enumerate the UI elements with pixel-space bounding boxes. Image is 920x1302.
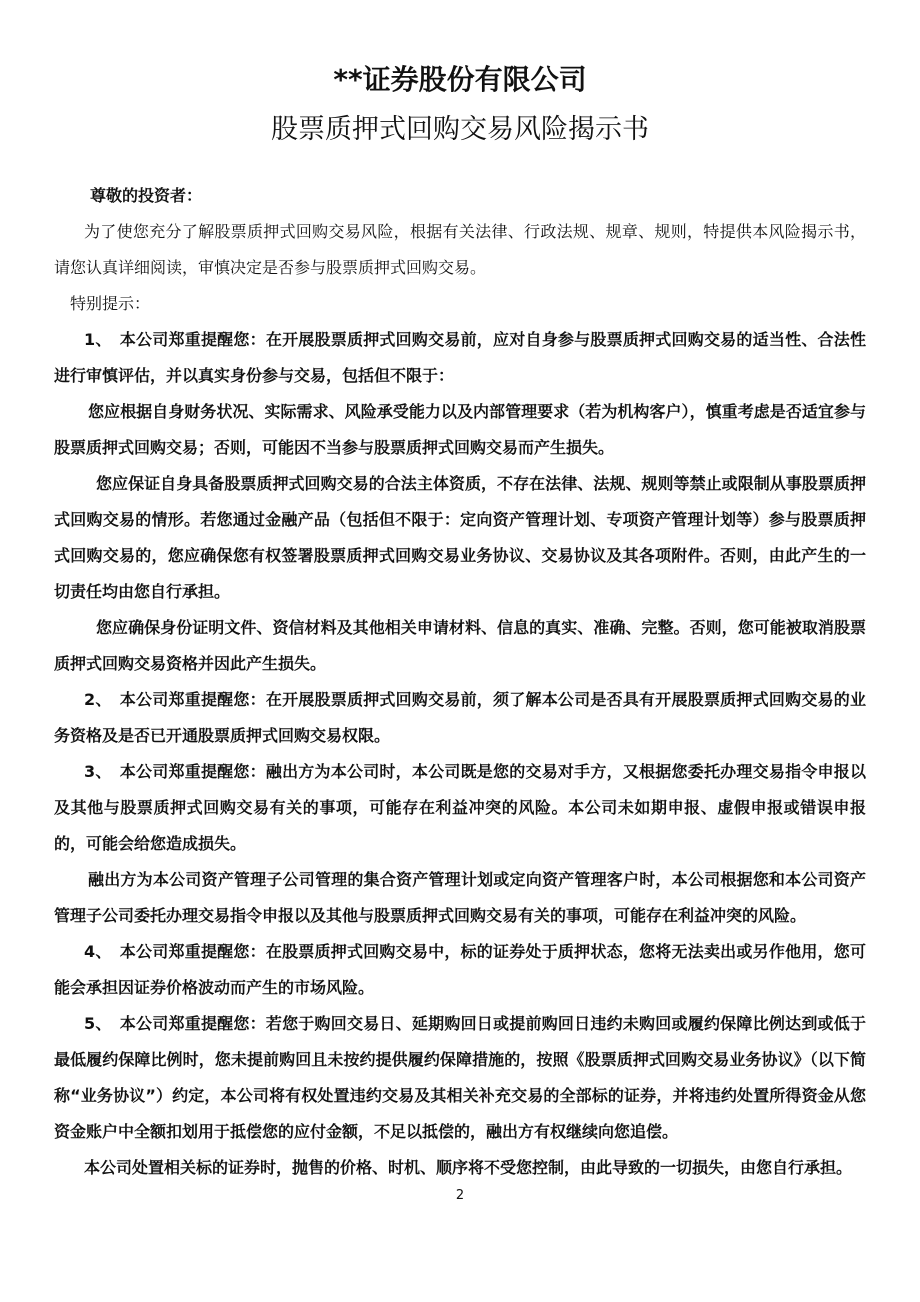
page-number: 2 xyxy=(455,1188,465,1203)
paragraph-item-5-a: 本公司处置相关标的证券时，抛售的价格、时机、顺序将不受您控制，由此导致的一切损失，由您自行承担。 xyxy=(84,1158,853,1177)
paragraph-special-notice: 特别提示： xyxy=(70,294,151,313)
paragraph-item-1-b: 您应保证自身具备股票质押式回购交易的合法主体资质，不存在法律、法规、规则等禁止或限制从事股票质押式回购交易的情形。若您通过金融产品（包括但不限于：定向资产管理计划、专项资产管理计划等）参与股票质押式回购交易的，您应确保您有权签署股票质押式回购交易业务协议、交易协议及其各项附件。否则，由此产生的一切责任均由您自行承担。 xyxy=(54,474,866,601)
paragraph-item-1: 1、 本公司郑重提醒您：在开展股票质押式回购交易前，应对自身参与股票质押式回购交易的适当性、合法性进行审慎评估，并以真实身份参与交易，包括但不限于： xyxy=(54,330,866,385)
paragraph-item-3: 3、 本公司郑重提醒您：融出方为本公司时，本公司既是您的交易对手方，又根据您委托办理交易指令申报以及其他与股票质押式回购交易有关的事项，可能存在利益冲突的风险。本公司未如期申报、虚假申报或错误申报的，可能会给您造成损失。 xyxy=(54,762,866,853)
paragraph-item-2: 2、 本公司郑重提醒您：在开展股票质押式回购交易前，须了解本公司是否具有开展股票质押式回购交易的业务资格及是否已开通股票质押式回购交易权限。 xyxy=(54,690,866,745)
paragraph-item-3-a: 融出方为本公司资产管理子公司管理的集合资产管理计划或定向资产管理客户时，本公司根据您和本公司资产管理子公司委托办理交易指令申报以及其他与股票质押式回购交易有关的事项，可能存在利益冲突的风险。 xyxy=(54,870,866,925)
paragraph-item-4: 4、 本公司郑重提醒您：在股票质押式回购交易中，标的证券处于质押状态，您将无法卖出或另作他用，您可能会承担因证券价格波动而产生的市场风险。 xyxy=(54,942,866,997)
document-title: 股票质押式回购交易风险揭示书 xyxy=(271,114,649,145)
paragraph-item-5: 5、 本公司郑重提醒您：若您于购回交易日、延期购回日或提前购回日违约未购回或履约保障比例达到或低于最低履约保障比例时，您未提前购回且未按约提供履约保障措施的，按照《股票质押式回购交易业务协议》（以下简称“业务协议”）约定，本公司将有权处置违约交易及其相关补充交易的全部标的证券，并将违约处置所得资金从您资金账户中全额扣划用于抵偿您的应付金额，不足以抵偿的，融出方有权继续向您追偿。 xyxy=(54,1014,866,1141)
paragraph-intro: 为了使您充分了解股票质押式回购交易风险，根据有关法律、行政法规、规章、规则，特提供本风险揭示书，请您认真详细阅读，审慎决定是否参与股票质押式回购交易。 xyxy=(54,222,866,277)
paragraph-item-1-c: 您应确保身份证明文件、资信材料及其他相关申请材料、信息的真实、准确、完整。否则，您可能被取消股票质押式回购交易资格并因此产生损失。 xyxy=(54,618,866,673)
company-name: **证券股份有限公司 xyxy=(333,63,587,96)
document-body xyxy=(54,178,866,1186)
paragraph-item-1-a: 您应根据自身财务状况、实际需求、风险承受能力以及内部管理要求（若为机构客户），慎重考虑是否适宜参与股票质押式回购交易；否则，可能因不当参与股票质押式回购交易而产生损失。 xyxy=(54,402,866,457)
paragraph-salutation: 尊敬的投资者： xyxy=(90,186,203,205)
